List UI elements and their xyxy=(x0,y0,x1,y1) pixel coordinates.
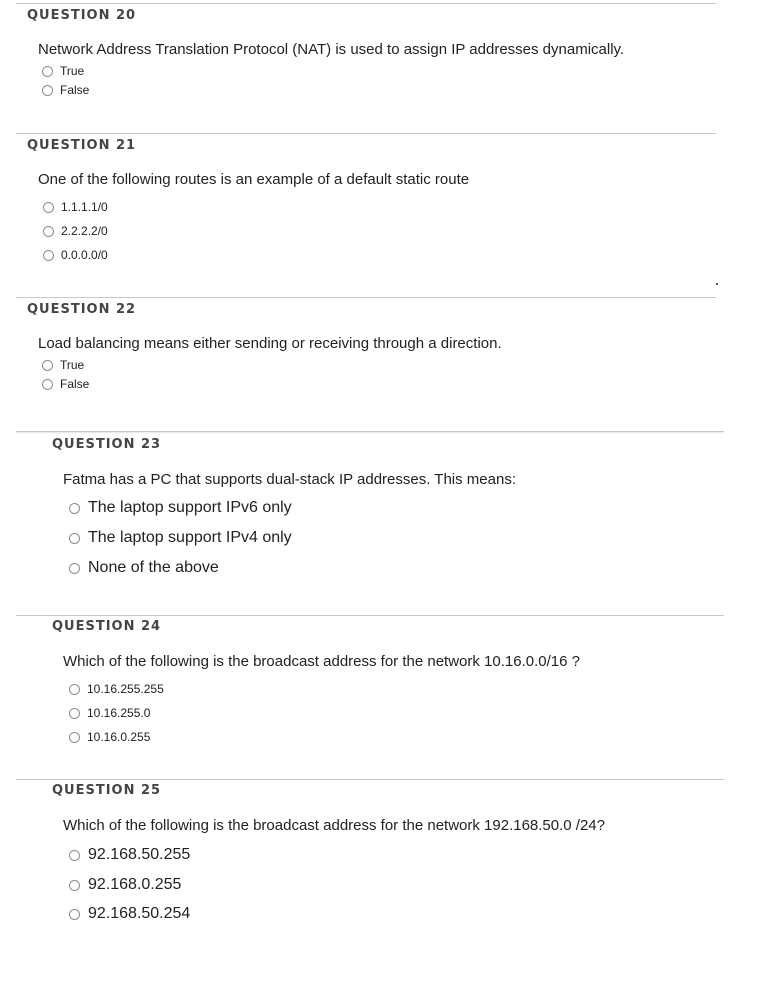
option-label: 92.168.50.255 xyxy=(88,846,191,863)
option-label: The laptop support IPv6 only xyxy=(88,499,292,516)
option-label: None of the above xyxy=(88,559,219,576)
option-3[interactable] xyxy=(69,905,190,923)
radio-button[interactable] xyxy=(69,563,80,574)
option-label: 1.1.1.1/0 xyxy=(61,200,108,214)
radio-button[interactable] xyxy=(42,379,53,390)
radio-button[interactable] xyxy=(69,684,80,695)
option-label: True xyxy=(60,358,85,372)
option-label: False xyxy=(60,83,90,97)
option-ipv6-only[interactable] xyxy=(69,499,292,517)
divider xyxy=(16,431,724,432)
option-label: 10.16.255.0 xyxy=(87,706,151,720)
option-2[interactable] xyxy=(69,876,181,894)
radio-button[interactable] xyxy=(43,226,54,237)
option-label: 10.16.0.255 xyxy=(87,730,151,744)
question-text: Which of the following is the broadcast address for the network 10.16.0.0/16 ? xyxy=(63,653,580,670)
radio-button[interactable] xyxy=(69,732,80,743)
question-number: QUESTION 22 xyxy=(27,302,137,317)
radio-button[interactable] xyxy=(42,85,53,96)
radio-button[interactable] xyxy=(69,503,80,514)
divider xyxy=(16,615,724,616)
option-1[interactable] xyxy=(43,200,108,214)
option-ipv4-only[interactable] xyxy=(69,529,292,547)
option-false[interactable] xyxy=(42,83,89,97)
option-false[interactable] xyxy=(42,377,89,391)
question-number: QUESTION 24 xyxy=(52,619,162,634)
question-number: QUESTION 20 xyxy=(27,8,137,23)
divider xyxy=(16,779,724,780)
question-text: Load balancing means either sending or receiving through a direction. xyxy=(38,335,502,352)
question-text: Which of the following is the broadcast address for the network 192.168.50.0 /24? xyxy=(63,817,605,834)
radio-button[interactable] xyxy=(43,250,54,261)
option-label: True xyxy=(60,64,85,78)
question-number: QUESTION 21 xyxy=(27,138,137,153)
option-label: The laptop support IPv4 only xyxy=(88,529,292,546)
option-1[interactable] xyxy=(69,846,190,864)
option-3[interactable] xyxy=(43,248,108,262)
radio-button[interactable] xyxy=(42,360,53,371)
option-label: 2.2.2.2/0 xyxy=(61,224,108,238)
option-label: 92.168.0.255 xyxy=(88,876,182,893)
divider xyxy=(16,297,716,298)
radio-button[interactable] xyxy=(43,202,54,213)
question-number: QUESTION 25 xyxy=(52,783,162,798)
option-true[interactable] xyxy=(42,358,84,372)
divider xyxy=(16,133,716,134)
divider xyxy=(16,3,716,4)
stray-dot xyxy=(716,283,718,285)
question-number: QUESTION 23 xyxy=(52,437,162,452)
option-none[interactable] xyxy=(69,559,219,577)
option-1[interactable] xyxy=(69,682,164,696)
question-text: One of the following routes is an example of a default static route xyxy=(38,171,470,188)
radio-button[interactable] xyxy=(69,909,80,920)
radio-button[interactable] xyxy=(42,66,53,77)
option-label: 10.16.255.255 xyxy=(87,682,164,696)
radio-button[interactable] xyxy=(69,533,80,544)
question-text: Network Address Translation Protocol (NAT) is used to assign IP addresses dynamically. xyxy=(38,41,625,58)
option-label: 0.0.0.0/0 xyxy=(61,248,108,262)
option-true[interactable] xyxy=(42,64,84,78)
radio-button[interactable] xyxy=(69,880,80,891)
question-text: Fatma has a PC that supports dual-stack IP addresses. This means: xyxy=(63,471,516,488)
option-2[interactable] xyxy=(43,224,108,238)
option-3[interactable] xyxy=(69,730,150,744)
radio-button[interactable] xyxy=(69,708,80,719)
option-label: False xyxy=(60,377,90,391)
option-label: 92.168.50.254 xyxy=(88,905,191,922)
option-2[interactable] xyxy=(69,706,150,720)
radio-button[interactable] xyxy=(69,850,80,861)
